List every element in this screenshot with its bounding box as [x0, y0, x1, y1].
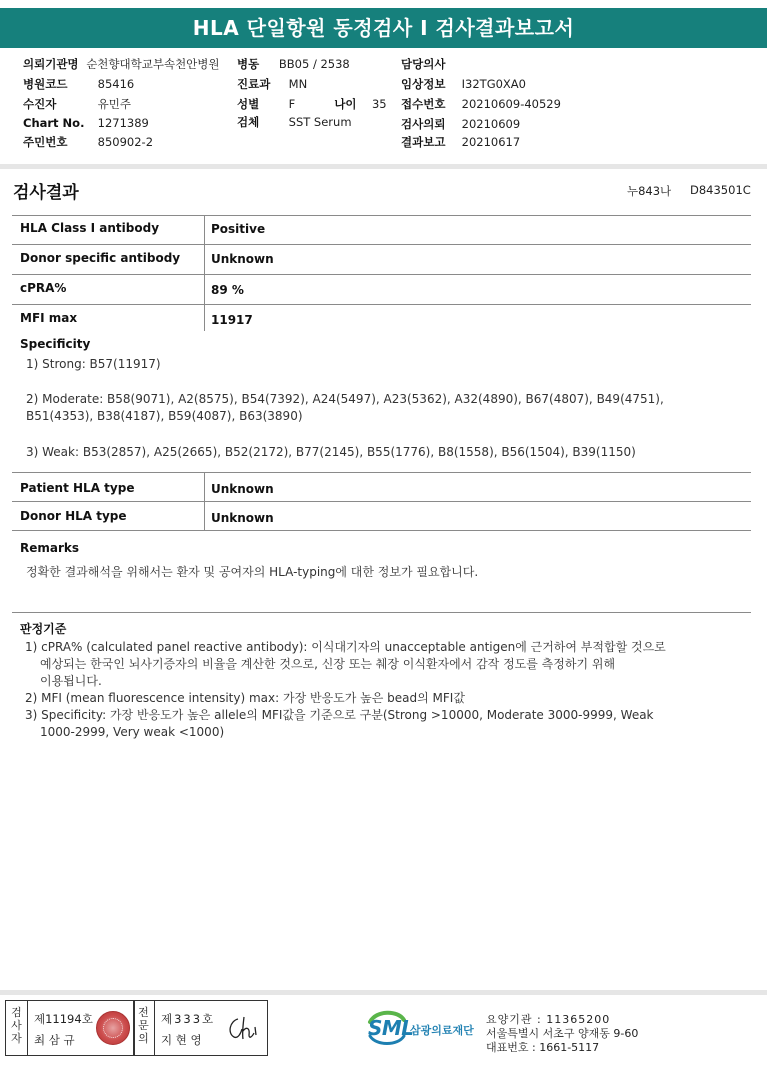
criteria-item-1-cont: 이용됩니다.: [40, 674, 102, 688]
specimen-value: SST Serum: [288, 115, 352, 129]
divider: [0, 164, 767, 169]
department-value: MN: [288, 77, 308, 91]
table-divider: [204, 472, 205, 530]
criteria-item-3-cont: 1000-2999, Very weak <1000): [40, 725, 225, 739]
donor-hla-label: Donor HLA type: [20, 509, 127, 523]
patient-name: 유민주: [97, 97, 131, 111]
specialist-name: 지 현 영: [161, 1033, 202, 1047]
specificity-title: Specificity: [20, 337, 91, 351]
code-label-1: 누843나: [627, 184, 672, 198]
table-line: [12, 501, 751, 502]
organization-name: 삼광의료재단: [410, 1024, 474, 1037]
department-label: 진료과: [237, 77, 271, 91]
signature-box: [5, 1000, 268, 1056]
remarks-text: 정확한 결과해석을 위해서는 환자 및 공여자의 HLA-typing에 대한 정보가 필요합니다.: [26, 565, 479, 579]
requester-label: 의뢰기관명: [23, 57, 79, 71]
specificity-weak: 3) Weak: B53(2857), A25(2665), B52(2172), B77(2145), B55(1776), B8(1558), B56(1504), B39(1150): [26, 445, 636, 459]
mfi-max-value: 11917: [211, 313, 253, 327]
id-label: 주민번호: [23, 135, 68, 149]
hla-class-value: Positive: [211, 222, 266, 236]
request-date-label: 검사의뢰: [401, 117, 446, 131]
criteria-title: 판정기준: [20, 622, 67, 636]
criteria-list: [25, 639, 705, 741]
age-label: 나이: [334, 97, 357, 111]
patient-label: 수진자: [23, 97, 57, 111]
sml-logo-text: SML: [368, 1016, 414, 1040]
remarks-title: Remarks: [20, 541, 80, 555]
doctor-label: 담당의사: [401, 57, 446, 71]
report-date-value: 20210617: [461, 135, 521, 149]
request-date-value: 20210609: [461, 117, 521, 131]
ward-label: 병동: [237, 57, 260, 71]
criteria-item-3: 3) Specificity: 가장 반응도가 높은 allele의 MFI값을 기준으로 구분(Strong >10000, Moderate 3000-9999, Weak: [25, 708, 654, 722]
results-title: 검사결과: [13, 183, 79, 203]
requester-value: 순천향대학교부속천안병원: [86, 57, 220, 71]
specialist-license: 제333호: [161, 1012, 216, 1026]
chart-value: 1271389: [97, 116, 149, 130]
org-code: 요양기관 : 11365200: [486, 1013, 611, 1026]
hospital-code-value: 85416: [97, 77, 135, 91]
mfi-max-label: MFI max: [20, 311, 78, 325]
report-title: HLA 단일항원 동정검사 I 검사결과보고서: [0, 8, 767, 48]
specificity-moderate: 2) Moderate: B58(9071), A2(8575), B54(7392), A24(5497), A23(5362), A32(4890), B67(4807), B49(4751), B51(4353), B38(4187), B59(4087), B63(3890): [26, 392, 664, 423]
table-line: [12, 215, 751, 216]
donor-hla-value: Unknown: [211, 511, 274, 525]
footer-divider: [0, 990, 767, 995]
org-address: 서울특별시 서초구 양재동 9-60: [486, 1027, 639, 1040]
patient-hla-value: Unknown: [211, 482, 274, 496]
chart-label: Chart No.: [23, 116, 85, 130]
table-line: [12, 304, 751, 305]
age-value: 35: [371, 97, 387, 111]
examiner-label: 검 사 자: [11, 1006, 22, 1045]
specificity-strong: 1) Strong: B57(11917): [26, 357, 161, 371]
table-line: [12, 244, 751, 245]
section-line: [12, 612, 751, 613]
report-date-label: 결과보고: [401, 135, 446, 149]
criteria-item-1: 1) cPRA% (calculated panel reactive antibody): 이식대기자의 unacceptable antigen에 근거하여 부적합할 것으로: [25, 640, 666, 654]
cpra-label: cPRA%: [20, 281, 67, 295]
org-phone: 대표번호 : 1661-5117: [486, 1041, 600, 1054]
specimen-label: 검체: [237, 115, 260, 129]
hla-class-label: HLA Class I antibody: [20, 221, 160, 235]
table-line: [12, 530, 751, 531]
ward-value: BB05 / 2538: [278, 57, 350, 71]
examiner-license: 제11194호: [34, 1012, 93, 1026]
clinical-label: 임상정보: [401, 77, 446, 91]
table-line: [12, 274, 751, 275]
criteria-item-2: 2) MFI (mean fluorescence intensity) max: 가장 반응도가 높은 bead의 MFI값: [25, 691, 465, 705]
dsa-label: Donor specific antibody: [20, 251, 181, 265]
table-line: [12, 472, 751, 473]
seal-icon: [96, 1011, 130, 1045]
receipt-label: 접수번호: [401, 97, 446, 111]
dsa-value: Unknown: [211, 252, 274, 266]
signature-icon: [224, 1013, 260, 1043]
patient-hla-label: Patient HLA type: [20, 481, 135, 495]
cpra-value: 89 %: [211, 283, 244, 297]
id-value: 850902-2: [97, 135, 154, 149]
code-label-2: D843501C: [690, 183, 751, 197]
receipt-value: 20210609-40529: [461, 97, 561, 111]
clinical-value: I32TG0XA0: [461, 77, 526, 91]
hospital-code-label: 병원코드: [23, 77, 68, 91]
sex-value: F: [288, 97, 296, 111]
examiner-name: 최 삼 규: [34, 1033, 75, 1047]
criteria-item-1-cont: 예상되는 한국인 뇌사기증자의 비율을 계산한 것으로, 신장 또는 췌장 이식환자에서 감작 정도를 측정하기 위해: [40, 657, 616, 671]
specialist-label: 전 문 의: [138, 1006, 149, 1045]
sex-label: 성별: [237, 97, 260, 111]
table-divider: [204, 215, 205, 331]
